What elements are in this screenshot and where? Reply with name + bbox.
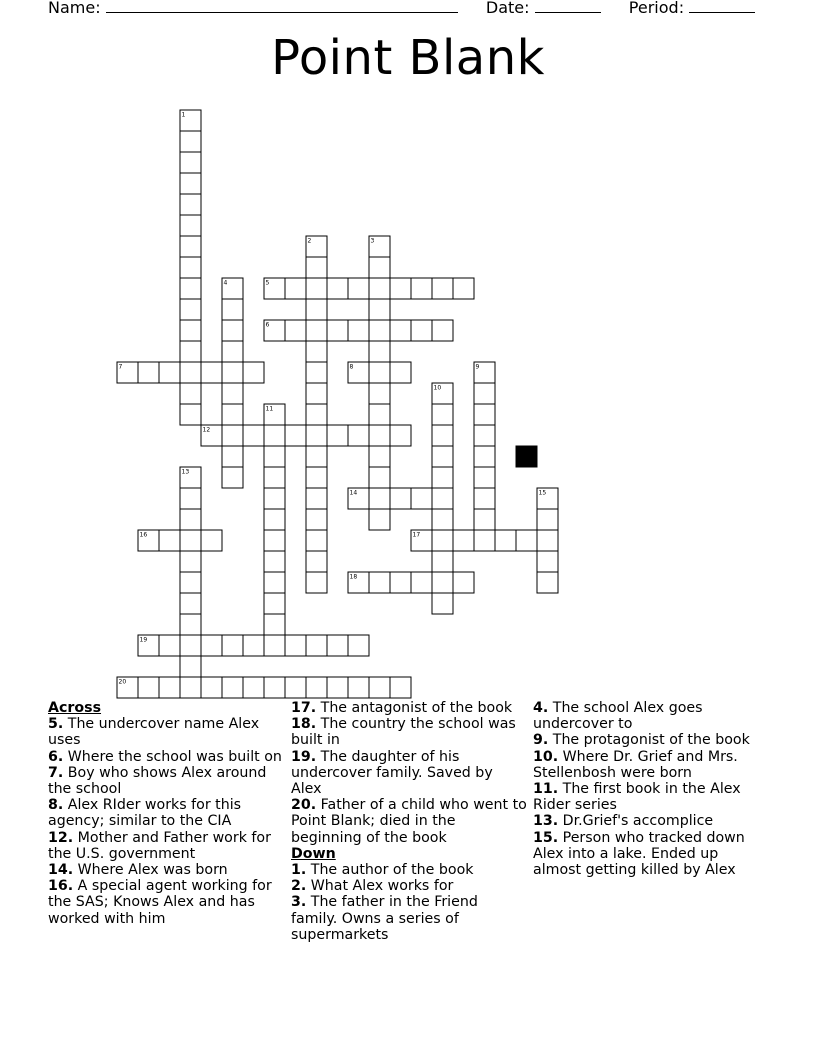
grid-cell[interactable] <box>411 278 432 299</box>
clue-19 <box>291 749 527 798</box>
grid-cell[interactable] <box>180 404 201 425</box>
clue-number: 9. <box>533 732 549 749</box>
grid-cell[interactable] <box>180 509 201 530</box>
grid-cell[interactable] <box>243 635 264 656</box>
down-clue-list <box>291 862 527 943</box>
clue-number: 16. <box>48 878 74 895</box>
clue-15 <box>533 830 769 879</box>
grid-cell[interactable] <box>180 383 201 404</box>
grid-cell[interactable] <box>264 530 285 551</box>
cell-number: 1 <box>181 111 186 119</box>
grid-cell[interactable] <box>180 656 201 677</box>
grid-cell[interactable] <box>369 299 390 320</box>
grid-cell[interactable] <box>306 383 327 404</box>
cell-number: 2 <box>307 237 312 245</box>
clue-number: 20. <box>291 797 317 814</box>
grid-cell[interactable] <box>264 551 285 572</box>
grid-cell[interactable] <box>390 677 411 698</box>
grid-cell[interactable] <box>264 572 285 593</box>
grid-cell[interactable] <box>432 593 453 614</box>
grid-cell[interactable] <box>306 446 327 467</box>
grid-cell[interactable] <box>180 593 201 614</box>
grid-cell[interactable] <box>243 677 264 698</box>
grid-cell[interactable] <box>369 467 390 488</box>
cell-number: 15 <box>538 489 547 497</box>
grid-cell[interactable] <box>180 530 201 551</box>
clue-text: Alex RIder works for this agency; similar to the CIA <box>48 797 242 830</box>
puzzle-title: Point Blank <box>271 30 545 86</box>
grid-cell[interactable] <box>264 446 285 467</box>
grid-cell[interactable] <box>432 467 453 488</box>
grid-cell[interactable] <box>348 635 369 656</box>
clue-6 <box>48 749 284 765</box>
grid-cell[interactable] <box>369 257 390 278</box>
grid-cell[interactable] <box>327 635 348 656</box>
grid-cell[interactable] <box>222 341 243 362</box>
grid-cell[interactable] <box>180 488 201 509</box>
grid-cell[interactable] <box>180 194 201 215</box>
grid-cell[interactable] <box>138 362 159 383</box>
grid-cell[interactable] <box>180 572 201 593</box>
grid-cell[interactable] <box>222 404 243 425</box>
grid-cell[interactable] <box>222 425 243 446</box>
grid-cell[interactable] <box>369 572 390 593</box>
grid-cell[interactable] <box>369 446 390 467</box>
clue-number: 12. <box>48 829 74 846</box>
cell-number: 11 <box>265 405 274 413</box>
clue-13 <box>533 813 769 829</box>
clue-7 <box>48 765 284 797</box>
grid-cell[interactable] <box>180 257 201 278</box>
grid-cell[interactable] <box>306 551 327 572</box>
grid-cell[interactable] <box>390 425 411 446</box>
across-clue-list <box>48 716 284 927</box>
grid-cell[interactable] <box>264 614 285 635</box>
grid-cell[interactable] <box>159 635 180 656</box>
grid-cell[interactable] <box>264 635 285 656</box>
grid-cell[interactable] <box>390 278 411 299</box>
grid-cell[interactable] <box>327 320 348 341</box>
clue-text: Dr.Grief's accomplice <box>558 813 714 830</box>
grid-cell[interactable] <box>306 257 327 278</box>
clue-number: 4. <box>533 700 549 716</box>
grid-cell[interactable] <box>285 278 306 299</box>
grid-cell[interactable] <box>306 362 327 383</box>
grid-cell[interactable] <box>180 131 201 152</box>
grid-cell[interactable] <box>201 677 222 698</box>
grid-cell[interactable] <box>306 488 327 509</box>
grid-cell[interactable] <box>285 425 306 446</box>
grid-cell[interactable] <box>180 278 201 299</box>
grid-cell[interactable] <box>180 236 201 257</box>
cell-number: 19 <box>139 636 148 644</box>
grid-cell[interactable] <box>390 488 411 509</box>
grid-cell[interactable] <box>222 299 243 320</box>
grid-cell[interactable] <box>537 551 558 572</box>
grid-cell[interactable] <box>432 572 453 593</box>
grid-cell[interactable] <box>369 425 390 446</box>
clues-column-3 <box>533 700 769 878</box>
grid-cell[interactable] <box>432 509 453 530</box>
grid-cell[interactable] <box>201 635 222 656</box>
clue-16 <box>48 878 284 927</box>
grid-cell[interactable] <box>306 404 327 425</box>
clue-text: The undercover name Alex uses <box>48 716 260 749</box>
across-heading: Across <box>48 700 102 716</box>
cell-number: 6 <box>265 321 270 329</box>
cell-number: 4 <box>223 279 228 287</box>
grid-cell[interactable] <box>159 362 180 383</box>
grid-cell[interactable] <box>369 509 390 530</box>
grid-cell[interactable] <box>432 320 453 341</box>
grid-cell[interactable] <box>432 425 453 446</box>
grid-cell[interactable] <box>306 299 327 320</box>
grid-cell[interactable] <box>411 488 432 509</box>
clue-text: The antagonist of the book <box>316 700 513 716</box>
clue-text: Where Dr. Grief and Mrs. Stellenbosh were born <box>533 748 738 781</box>
clue-number: 10. <box>533 748 559 765</box>
cell-number: 9 <box>475 363 480 371</box>
grid-cell[interactable] <box>453 278 474 299</box>
clues-column-2 <box>291 700 527 943</box>
cell-number: 18 <box>349 573 358 581</box>
grid-cell[interactable] <box>264 677 285 698</box>
clue-20 <box>291 797 527 846</box>
clue-number: 17. <box>291 700 317 716</box>
clue-number: 11. <box>533 781 559 798</box>
cell-number: 10 <box>433 384 442 392</box>
clue-text: The school Alex goes undercover to <box>533 700 703 733</box>
grid-cell[interactable] <box>285 320 306 341</box>
grid-cell[interactable] <box>327 677 348 698</box>
grid-cell[interactable] <box>432 446 453 467</box>
grid-cell[interactable] <box>180 320 201 341</box>
grid-cell[interactable] <box>180 215 201 236</box>
grid-cell[interactable] <box>369 488 390 509</box>
clue-4 <box>533 700 769 732</box>
grid-cell[interactable] <box>432 404 453 425</box>
cell-number: 13 <box>181 468 190 476</box>
clue-number: 8. <box>48 797 64 814</box>
grid-cell[interactable] <box>453 572 474 593</box>
grid-cell[interactable] <box>432 278 453 299</box>
grid-cell[interactable] <box>348 677 369 698</box>
clue-number: 14. <box>48 862 74 879</box>
clue-9 <box>533 732 769 748</box>
clue-10 <box>533 749 769 781</box>
date-label: Date: <box>485 0 530 17</box>
cell-number: 5 <box>265 279 270 287</box>
grid-cell[interactable] <box>411 572 432 593</box>
grid-cell[interactable] <box>180 614 201 635</box>
down-clue-list-continued <box>533 700 769 878</box>
grid-cell[interactable] <box>369 341 390 362</box>
cell-number: 3 <box>370 237 375 245</box>
clue-number: 3. <box>291 894 307 911</box>
grid-cell[interactable] <box>369 404 390 425</box>
across-clue-list-continued <box>291 700 527 846</box>
grid-cell[interactable] <box>348 425 369 446</box>
grid-cell[interactable] <box>432 551 453 572</box>
clue-text: The country the school was built in <box>291 716 516 749</box>
cell-number: 14 <box>349 489 358 497</box>
grid-cell[interactable] <box>222 362 243 383</box>
clue-8 <box>48 797 284 829</box>
clue-text: Where Alex was born <box>73 862 228 879</box>
grid-cell[interactable] <box>474 509 495 530</box>
clues-column-1 <box>48 700 284 927</box>
cell-number: 7 <box>118 363 123 371</box>
clue-text: The daughter of his undercover family. Saved by Alex <box>291 748 493 798</box>
grid-cell[interactable] <box>180 299 201 320</box>
cell-number: 16 <box>139 531 148 539</box>
grid-cell[interactable] <box>495 530 516 551</box>
grid-cell[interactable] <box>411 320 432 341</box>
clue-1 <box>291 862 527 878</box>
grid-cell[interactable] <box>453 530 474 551</box>
period-label: Period: <box>628 0 685 17</box>
clue-text: Mother and Father work for the U.S. government <box>48 829 271 862</box>
grid-cell[interactable] <box>264 509 285 530</box>
grid-cell[interactable] <box>327 425 348 446</box>
clue-text: Person who tracked down Alex into a lake. Ended up almost getting killed by Alex <box>533 829 745 879</box>
clue-number: 19. <box>291 748 317 765</box>
grid-cell[interactable] <box>201 530 222 551</box>
clue-3 <box>291 894 527 943</box>
clue-18 <box>291 716 527 748</box>
grid-cell[interactable] <box>180 677 201 698</box>
grid-cell[interactable] <box>306 635 327 656</box>
grid-cell[interactable] <box>285 677 306 698</box>
name-label: Name: <box>48 0 101 17</box>
grid-cell[interactable] <box>285 635 306 656</box>
clue-number: 5. <box>48 716 64 733</box>
grid-cell[interactable] <box>390 572 411 593</box>
cell-number: 17 <box>412 531 421 539</box>
grid-cell[interactable] <box>306 530 327 551</box>
grid-cell[interactable] <box>264 425 285 446</box>
grid-cell[interactable] <box>537 530 558 551</box>
down-heading: Down <box>291 845 336 862</box>
grid-cell[interactable] <box>369 320 390 341</box>
grid-cell[interactable] <box>180 341 201 362</box>
clue-text: A special agent working for the SAS; Knows Alex and has worked with him <box>48 878 272 927</box>
grid-cell[interactable] <box>180 362 201 383</box>
clue-text: Father of a child who went to Point Blank; died in the beginning of the book <box>291 797 527 846</box>
grid-cell[interactable] <box>222 320 243 341</box>
grid-cell[interactable] <box>306 341 327 362</box>
clue-12 <box>48 830 284 862</box>
grid-cell[interactable] <box>180 173 201 194</box>
grid-cell[interactable] <box>474 404 495 425</box>
grid-cell[interactable] <box>243 362 264 383</box>
grid-cell[interactable] <box>159 677 180 698</box>
clue-2 <box>291 878 527 894</box>
grid-cell[interactable] <box>306 467 327 488</box>
grid-cell[interactable] <box>348 278 369 299</box>
clue-17 <box>291 700 527 716</box>
grid-cell[interactable] <box>222 635 243 656</box>
clue-5 <box>48 716 284 748</box>
grid-cell[interactable] <box>327 278 348 299</box>
grid-cell[interactable] <box>306 677 327 698</box>
grid-cell[interactable] <box>390 362 411 383</box>
grid-cell[interactable] <box>306 425 327 446</box>
grid-cell[interactable] <box>222 677 243 698</box>
grid-cell[interactable] <box>306 278 327 299</box>
grid-cell[interactable] <box>474 530 495 551</box>
grid-cell[interactable] <box>159 530 180 551</box>
grid-cell[interactable] <box>369 383 390 404</box>
clue-number: 7. <box>48 764 64 781</box>
grid-cell[interactable] <box>474 383 495 404</box>
grid-cell[interactable] <box>474 488 495 509</box>
cell-number: 8 <box>349 363 354 371</box>
grid-cell[interactable] <box>201 362 222 383</box>
grid-cell[interactable] <box>222 383 243 404</box>
black-cell <box>516 446 537 467</box>
grid-cell[interactable] <box>180 635 201 656</box>
grid-cell[interactable] <box>474 467 495 488</box>
clue-text: What Alex works for <box>306 878 454 895</box>
clue-text: The father in the Friend family. Owns a series of supermarkets <box>291 894 478 943</box>
grid-cell[interactable] <box>243 425 264 446</box>
clue-text: The author of the book <box>306 862 474 879</box>
cell-number: 20 <box>118 678 127 686</box>
cell-number: 12 <box>202 426 211 434</box>
grid-cell[interactable] <box>369 362 390 383</box>
clue-number: 6. <box>48 748 64 765</box>
grid-cell[interactable] <box>432 488 453 509</box>
clue-text: Where the school was built on <box>63 748 282 765</box>
clue-number: 18. <box>291 716 317 733</box>
clue-number: 13. <box>533 813 559 830</box>
grid-cell[interactable] <box>264 467 285 488</box>
grid-cell[interactable] <box>537 509 558 530</box>
grid-cell[interactable] <box>369 677 390 698</box>
grid-cell[interactable] <box>474 425 495 446</box>
clue-text: The first book in the Alex Rider series <box>533 781 741 814</box>
clue-11 <box>533 781 769 813</box>
grid-cell[interactable] <box>180 152 201 173</box>
grid-cell[interactable] <box>264 488 285 509</box>
clue-text: The protagonist of the book <box>548 732 750 749</box>
grid-cell[interactable] <box>180 551 201 572</box>
grid-cell[interactable] <box>264 593 285 614</box>
grid-cell[interactable] <box>474 446 495 467</box>
grid-cell[interactable] <box>369 278 390 299</box>
grid-cell[interactable] <box>138 677 159 698</box>
grid-cell[interactable] <box>348 320 369 341</box>
grid-cell[interactable] <box>516 530 537 551</box>
grid-cell[interactable] <box>306 572 327 593</box>
grid-cell[interactable] <box>306 509 327 530</box>
grid-cell[interactable] <box>222 467 243 488</box>
grid-cell[interactable] <box>390 320 411 341</box>
grid-cell[interactable] <box>432 530 453 551</box>
clue-14 <box>48 862 284 878</box>
clue-number: 1. <box>291 862 307 879</box>
clue-number: 2. <box>291 878 307 895</box>
clue-text: Boy who shows Alex around the school <box>48 764 267 798</box>
grid-cell[interactable] <box>306 320 327 341</box>
clue-number: 15. <box>533 829 559 846</box>
grid-cell[interactable] <box>537 572 558 593</box>
grid-cell[interactable] <box>222 446 243 467</box>
